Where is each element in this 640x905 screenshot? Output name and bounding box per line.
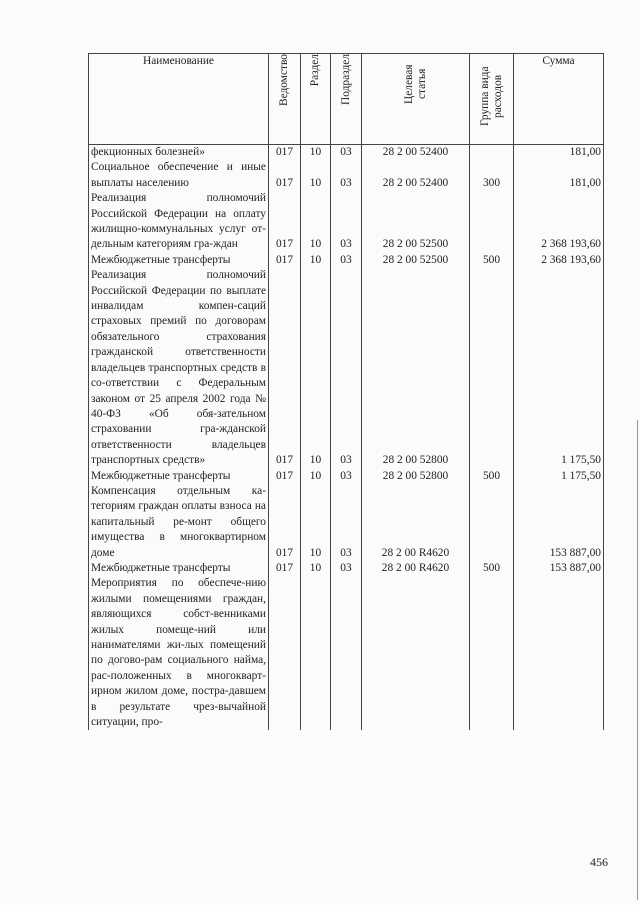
cell-sum: 1 175,50 — [514, 469, 604, 484]
cell-cel — [362, 576, 470, 730]
cell-podrazdel — [331, 576, 362, 730]
scan-edge-line — [637, 420, 638, 900]
table-row — [89, 160, 604, 191]
cell-name: Компенсация отдельным ка-тегориям граждан оплаты взноса на капитальный ре-монт общего имущества в многоквартирном доме — [89, 484, 269, 561]
table-row — [89, 253, 604, 268]
cell-grp — [470, 576, 514, 730]
cell-grp: 500 — [470, 469, 514, 484]
cell-cel: 28 2 00 52400 — [362, 145, 470, 161]
header-celevaya: Целевая статья — [362, 54, 470, 145]
cell-sum: 2 368 193,60 — [514, 191, 604, 253]
cell-sum: 2 368 193,60 — [514, 253, 604, 268]
cell-sum: 1 175,50 — [514, 268, 604, 468]
cell-grp: 500 — [470, 561, 514, 576]
cell-razdel: 10 — [301, 469, 331, 484]
cell-podrazdel: 03 — [331, 253, 362, 268]
header-razdel: Раздел — [301, 54, 331, 145]
header-gruppa: Группа вида расходов — [470, 54, 514, 145]
cell-ved: 017 — [269, 561, 301, 576]
cell-ved: 017 — [269, 160, 301, 191]
table-header — [89, 54, 604, 145]
cell-sum — [514, 576, 604, 730]
cell-razdel — [301, 576, 331, 730]
header-summa: Сумма — [514, 54, 604, 145]
cell-name: Реализация полномочий Российской Федерации на оплату жилищно-коммунальных услуг от-дельным категориям гра-ждан — [89, 191, 269, 253]
table-body — [89, 145, 604, 731]
cell-grp — [470, 191, 514, 253]
cell-razdel: 10 — [301, 253, 331, 268]
cell-cel: 28 2 00 52800 — [362, 268, 470, 468]
table-row — [89, 145, 604, 161]
cell-razdel: 10 — [301, 268, 331, 468]
cell-sum: 153 887,00 — [514, 484, 604, 561]
cell-cel: 28 2 00 52500 — [362, 253, 470, 268]
table-row — [89, 576, 604, 730]
cell-podrazdel: 03 — [331, 469, 362, 484]
cell-ved: 017 — [269, 484, 301, 561]
cell-sum: 181,00 — [514, 145, 604, 161]
header-ved: Ведомство — [269, 54, 301, 145]
cell-cel: 28 2 00 R4620 — [362, 484, 470, 561]
table-row — [89, 268, 604, 468]
cell-ved: 017 — [269, 145, 301, 161]
table-row — [89, 561, 604, 576]
cell-name: Межбюджетные трансферты — [89, 561, 269, 576]
cell-name: фекционных болезней» — [89, 145, 269, 161]
table-row — [89, 484, 604, 561]
cell-sum: 181,00 — [514, 160, 604, 191]
cell-podrazdel: 03 — [331, 268, 362, 468]
cell-razdel: 10 — [301, 145, 331, 161]
cell-ved: 017 — [269, 191, 301, 253]
cell-razdel: 10 — [301, 484, 331, 561]
table-row — [89, 191, 604, 253]
cell-cel: 28 2 00 R4620 — [362, 561, 470, 576]
cell-name: Социальное обеспечение и иные выплаты населению — [89, 160, 269, 191]
cell-grp — [470, 268, 514, 468]
cell-ved: 017 — [269, 268, 301, 468]
cell-grp — [470, 484, 514, 561]
header-podrazdel: Подраздел — [331, 54, 362, 145]
cell-grp: 300 — [470, 160, 514, 191]
cell-name: Реализация полномочий Российской Федерации по выплате инвалидам компен-саций страховых премий по договорам обязательного страхования гражданской ответственности владельцев транспортных средств в со-ответствии с Федеральным законом от 25 апреля 2002 года № 40-ФЗ «Об обя-зательном страховании гра-жданской ответственности владельцев транспортных средств» — [89, 268, 269, 468]
cell-grp: 500 — [470, 253, 514, 268]
cell-cel: 28 2 00 52500 — [362, 191, 470, 253]
page-number: 456 — [590, 855, 608, 869]
table-row — [89, 469, 604, 484]
cell-grp — [470, 145, 514, 161]
cell-ved — [269, 576, 301, 730]
cell-podrazdel: 03 — [331, 160, 362, 191]
cell-podrazdel: 03 — [331, 484, 362, 561]
cell-ved: 017 — [269, 469, 301, 484]
cell-razdel: 10 — [301, 561, 331, 576]
cell-ved: 017 — [269, 253, 301, 268]
cell-cel: 28 2 00 52800 — [362, 469, 470, 484]
header-name: Наименование — [89, 54, 269, 145]
cell-cel: 28 2 00 52400 — [362, 160, 470, 191]
budget-table — [88, 53, 604, 730]
cell-podrazdel: 03 — [331, 145, 362, 161]
cell-name: Межбюджетные трансферты — [89, 469, 269, 484]
cell-razdel: 10 — [301, 160, 331, 191]
cell-razdel: 10 — [301, 191, 331, 253]
cell-name: Межбюджетные трансферты — [89, 253, 269, 268]
cell-podrazdel: 03 — [331, 561, 362, 576]
cell-sum: 153 887,00 — [514, 561, 604, 576]
cell-podrazdel: 03 — [331, 191, 362, 253]
cell-name: Мероприятия по обеспече-нию жилыми помещениями граждан, являющихся собст-венниками жилых помеще-ний или нанимателями жи-лых помещений по догово-рам социального найма, рас-положенных в многокварт-ирном жилом доме, постра-давшем в результате чрез-вычайной ситуации, про- — [89, 576, 269, 730]
